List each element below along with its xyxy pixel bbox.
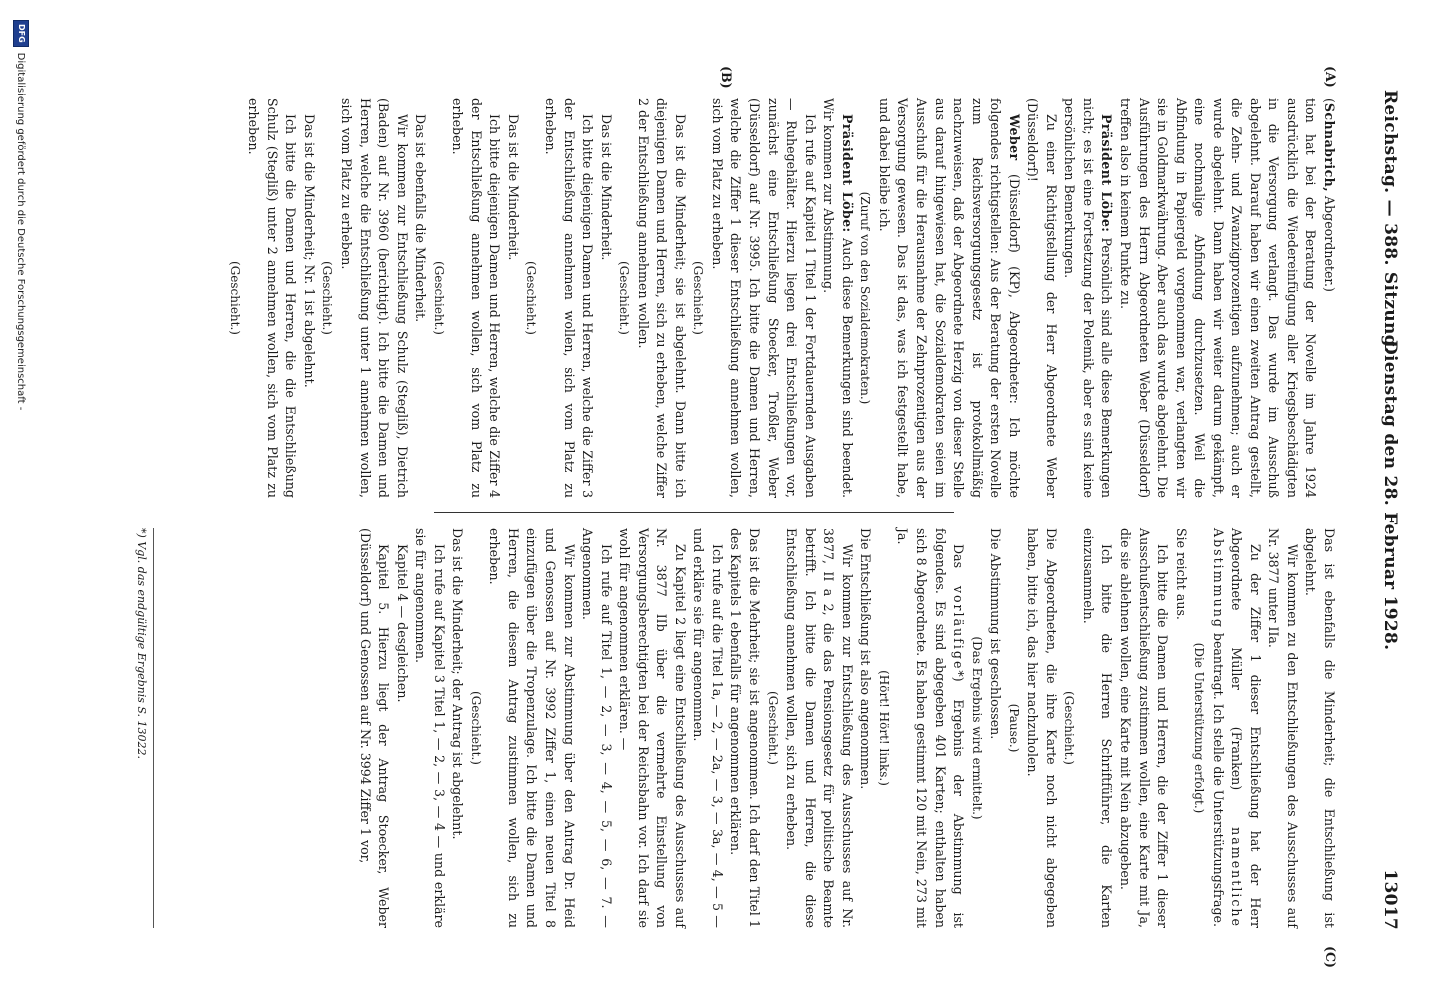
paragraph: Weber (Düsseldorf) (KP), Abgeordneter: Ich möchte folgendes richtigstellen: Aus der Beratung der ersten Novelle zum Reichsversorgungsgesetz ist protokollmäßig nachzuweisen, daß der Abgeordnete Herzig von dieser Stelle aus darauf hingewiesen hat, die Sozialdemokraten seien im Ausschuß für die Herausnahme der Zehnprozentigen aus der Versorgung gewesen. Das ist das, was ich festgestellt habe, und dabei bleibe ich. — [876, 98, 1022, 498]
interjection: (Geschieht.) — [524, 261, 539, 335]
interjection: (Die Unterstützung erfolgt.) — [1192, 642, 1207, 814]
paragraph: (Schnabrich, Abgeordneter.) — [1322, 98, 1337, 292]
paragraph: Sie reicht aus. — [1173, 528, 1189, 620]
paragraph: Ich bitte die Damen und Herren, die der Ziffer 1 dieser Ausschußentschließung zustimmen wollen, eine Karte mit Ja, die sie ablehnen wollen, eine Karte mit Nein abzugeben. — [1117, 528, 1171, 928]
paragraph: Zu Kapitel 2 liegt eine Entschließung des Ausschusses auf Nr. 3877 IIb über die vermehrte Einstellung von Versorgungsberechtigten bei der Reichsbahn vor. Ich darf sie wohl für angenommen erklären. — — [617, 528, 688, 928]
paragraph: Das ist die Minderheit; sie ist abgelehnt. Dann bitte ich diejenigen Damen und Herren, sich zu erheben, welche Ziffer 2 der Entschließung annehmen wollen. — [635, 98, 688, 498]
paragraph: Zu der Ziffer 1 dieser Entschließung hat der Herr Abgeordnete Müller (Franken) namentliche Abstimmung beantragt. Ich stelle die Unterstützungsfrage. — [1210, 528, 1263, 928]
footer-text: Digitalisierung gefördert durch die Deutsche Forschungsgemeinschaft - — [15, 52, 26, 411]
paragraph: Das ist die Minderheit. — [598, 114, 614, 261]
paragraph: Wir kommen zur Abstimmung über den Antrag Dr. Heid und Genossen auf Nr. 3992 Ziffer 1, einen neuen Titel 8 einzufügen über die Tropenzulage. Ich bitte die Damen und Herren, die diesem Antrag zustimmen wollen, sich zu erheben. — [487, 528, 577, 928]
interjection: (Geschieht.) — [468, 691, 483, 765]
header-left: Reichstag. — 388. Sitzung. — [1380, 90, 1400, 354]
paragraph: Das ist die Minderheit; Nr. 1 ist abgelehnt. — [301, 114, 317, 388]
paragraph: Ich rufe auf Kapitel 3 Titel 1, — 2, — 3, — 4 — und erkläre sie für angenommen. — [413, 528, 447, 928]
interjection: (Geschieht.) — [227, 261, 242, 335]
paragraph: Das ist die Minderheit; der Antrag ist abgelehnt. — [450, 528, 466, 840]
interjection: (Geschieht.) — [691, 261, 706, 335]
paragraph: Präsident Löbe: Auch diese Bemerkungen sind beendet. Wir kommen zur Abstimmung. — [821, 98, 855, 498]
dfg-logo: DFG — [13, 20, 29, 47]
margin-mark-a: (A) — [1323, 66, 1338, 88]
page-header — [1374, 90, 1400, 930]
interjection: (Pause.) — [1006, 703, 1021, 753]
paragraph: Das ist die Minderheit. — [505, 114, 521, 261]
paragraph: Das ist die Mehrheit; sie ist angenommen. Ich darf den Titel 1 des Kapitels 1 ebenfalls für angenommen erklären. — [728, 528, 763, 928]
paragraph: Kapitel 4 — desgleichen. — [394, 544, 410, 703]
interjection: (Geschieht.) — [765, 691, 780, 765]
interjection: (Das Ergebnis wird ermittelt.) — [969, 636, 984, 820]
interjection: (Hört! Hört! links.) — [876, 670, 891, 786]
paragraph: Ich bitte diejenigen Damen und Herren, welche die Ziffer 4 der Entschließung annehmen wollen, sich vom Platz zu erheben. — [450, 98, 503, 498]
paragraph: Ich bitte die Damen und Herren, die die Entschließung Schulz (Stegliß) unter 2 annehmen wollen, sich vom Platz zu erheben. — [246, 98, 299, 498]
paragraph: Ich rufe auf Titel 1, — 2, — 3, — 4, — 5, — 6, — 7. — Angenommen. — [580, 528, 614, 928]
right-column — [355, 528, 1338, 928]
paragraph: Das ist ebenfalls die Minderheit; die Entschließung ist abgelehnt. — [1303, 528, 1337, 928]
footnote: *) Vgl. das endgültige Ergebnis S. 13022. — [134, 528, 154, 928]
paragraph: Das ist ebenfalls die Minderheit. — [413, 114, 429, 323]
paragraph: Ich bitte diejenigen Damen und Herren, welche die Ziffer 3 der Entschließung annehmen wollen, sich vom Platz zu erheben. — [543, 98, 596, 498]
paragraph: tion hat bei der Beratung der Novelle im Jahre 1924 ausdrücklich die Wiedereinfügung aller Kriegsbeschädigten in die Versorgung verlangt. Das wurde im Ausschuß abgelehnt. Darauf haben wir einen zweiten Antrag gestellt, die Zehn- und Zwanzigprozentigen aufzunehmen; auch er wurde abgelehnt. Dann haben wir weiter darum gekämpft, eine nochmalige Abfindung durchzusetzen. Weil die Abfindung in Papiergeld vorgenommen war, verlangten wir sie in Goldmarkwährung. Aber auch das wurde abgelehnt. Die Ausführungen des Herrn Abgeordneten Weber (Düsseldorf) treffen also in keinem Punkte zu. — [1117, 98, 1319, 498]
paragraph: Wir kommen zur Entschließung des Ausschusses auf Nr. 3877, II a 2, die das Pensionsgesetz für politische Beamte betrifft. Ich bitte die Damen und Herren, die diese Entschließung annehmen wollen, sich zu erheben. — [784, 528, 855, 928]
paragraph: Ich rufe auf Kapitel 1 Titel 1 der Fortdauernden Ausgaben — Ruhegehälter. Hierzu liegen drei Entschließungen vor, zunächst eine Entschließung Stoecker, Troßler, Weber (Düsseldorf) auf Nr. 3995. Ich bitte die Damen und Herren, welche die Ziffer 1 dieser Entschließung annehmen wollen, sich vom Platz zu erheben. — [709, 98, 818, 498]
paragraph: Wir kommen zu den Entschließungen des Ausschusses auf Nr. 3877 unter IIa. — [1266, 528, 1300, 928]
interjection: (Zuruf von den Sozialdemokraten.) — [858, 191, 873, 405]
header-date: Dienstag den 28. Februar 1928. — [1380, 340, 1400, 651]
interjection: (Geschieht.) — [1062, 691, 1077, 765]
paragraph: Zu einer Richtigstellung der Herr Abgeordnete Weber (Düsseldorf)! — [1025, 98, 1059, 498]
paragraph: Ich rufe auf die Titel 1a, — 2, — 2a, — 3, — 3a, — 4, — 5 — und erkläre sie für angenommen. — [691, 528, 725, 928]
margin-mark-b: (B) — [719, 66, 734, 89]
left-column — [225, 98, 1338, 498]
interjection: (Geschieht.) — [617, 261, 632, 335]
interjection: (Geschieht.) — [431, 261, 446, 335]
page-number: 13017 — [1380, 869, 1400, 930]
digitization-footer — [10, 20, 30, 980]
margin-mark-c: (C) — [1323, 946, 1338, 968]
paragraph: Ich bitte die Herren Schriftführer, die Karten einzusammeln. — [1080, 528, 1115, 928]
paragraph: Wir kommen zur Entschließung Schulz (Stegliß), Dietrich (Baden) auf Nr. 3960 (berichtigt). Ich bitte die Damen und Herren, welche die Entschließung unter 1 annehmen wollen, sich vom Platz zu erheben. — [339, 98, 410, 498]
paragraph: Kapitel 5. Hierzu liegt der Antrag Stoecker, Weber (Düsseldorf) und Genossen auf Nr. 3994 Ziffer 1 vor, — [357, 528, 392, 928]
interjection: (Geschieht.) — [320, 261, 335, 335]
paragraph: Die Entschließung ist also angenommen. — [858, 528, 874, 790]
paragraph: Präsident Löbe: Persönlich sind alle diese Bemerkungen nicht; es ist eine Fortsetzung der Polemik, aber es sind keine persönlichen Bemerkungen. — [1062, 98, 1115, 498]
paragraph: Die Abstimmung ist geschlossen. — [988, 528, 1004, 740]
paragraph: Die Abgeordneten, die ihre Karte noch nicht abgegeben haben, bitte ich, das hier nachzuholen. — [1025, 528, 1059, 928]
column-divider — [434, 512, 954, 513]
paragraph: Das vorläufige*) Ergebnis der Abstimmung ist folgendes. Es sind abgegeben 401 Karten; enthalten haben sich 8 Abgeordnete. Es haben gestimmt 120 mit Nein, 273 mit Ja. — [895, 528, 967, 928]
